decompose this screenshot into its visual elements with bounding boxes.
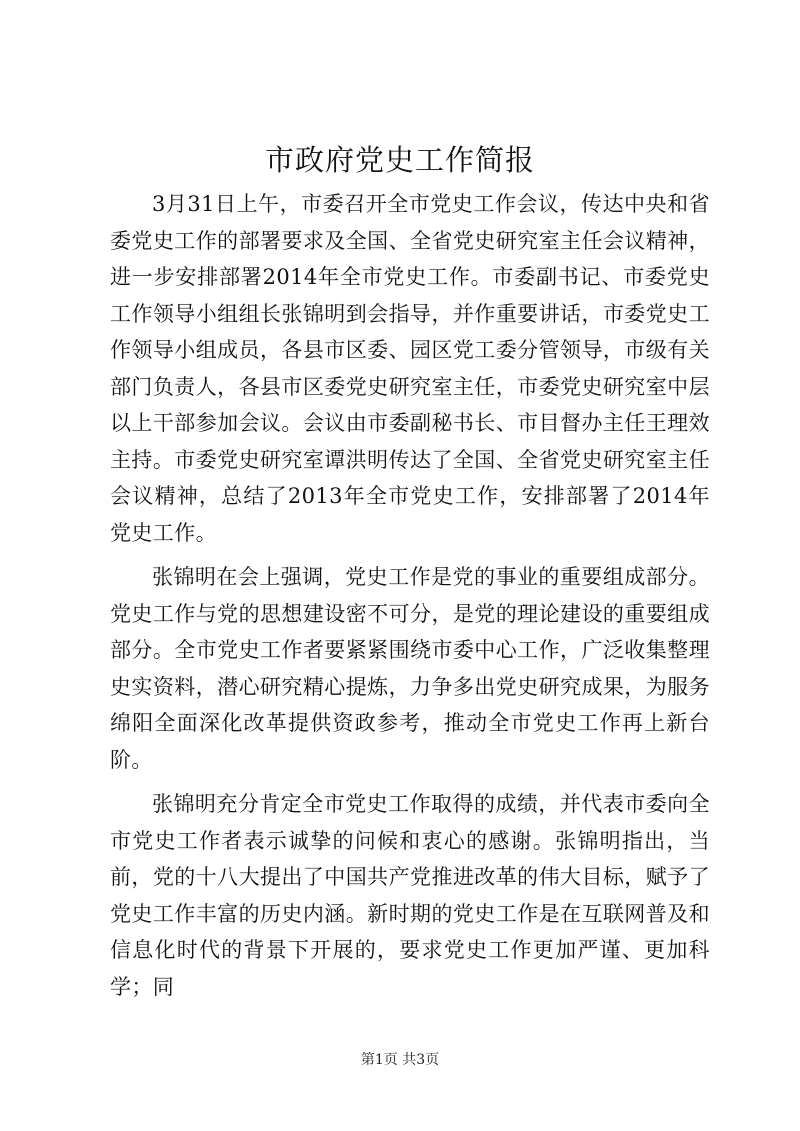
paragraph-speech-emphasis: 张锦明在会上强调，党史工作是党的事业的重要组成部分。党史工作与党的思想建设密不可分，是党的理论建设的重要组成部分。全市党史工作者要紧紧围绕市委中心工作，广泛收集整理史实资料，潜心研究精心提炼，力争多出党史研究成果，为服务绵阳全面深化改革提供资政参考，推动全市党史工作再上新台阶。 [110, 565, 710, 772]
paragraph-meeting-summary: 3月31日上午，市委召开全市党史工作会议，传达中央和省委党史工作的部署要求及全国、全省党史研究室主任会议精神，进一步安排部署2014年全市党史工作。市委副书记、市委党史工作领导小组组长张锦明到会指导，并作重要讲话，市委党史工作领导小组成员，各县市区委、园区党工委分管领导，市级有关部门负责人，各县市区委党史研究室主任，市委党史研究室中层以上干部参加会议。会议由市委副秘书长、市目督办主任王理效主持。市委党史研究室谭洪明传达了全国、全省党史研究室主任会议精神，总结了2013年全市党史工作，安排部署了2014年党史工作。 [110, 192, 710, 545]
page-title: 市政府党史工作简报 [264, 143, 535, 177]
document-body [110, 186, 710, 1013]
page-number-footer: 第1页 共3页 [360, 1052, 440, 1068]
paragraph-speech-affirmation: 张锦明充分肯定全市党史工作取得的成绩，并代表市委向全市党史工作者表示诚挚的问候和衷心的感谢。张锦明指出，当前，党的十八大提出了中国共产党推进改革的伟大目标，赋予了党史工作丰富的历史内涵。新时期的党史工作是在互联网普及和信息化时代的背景下开展的，要求党史工作更加严谨、更加科学；同 [110, 792, 710, 999]
